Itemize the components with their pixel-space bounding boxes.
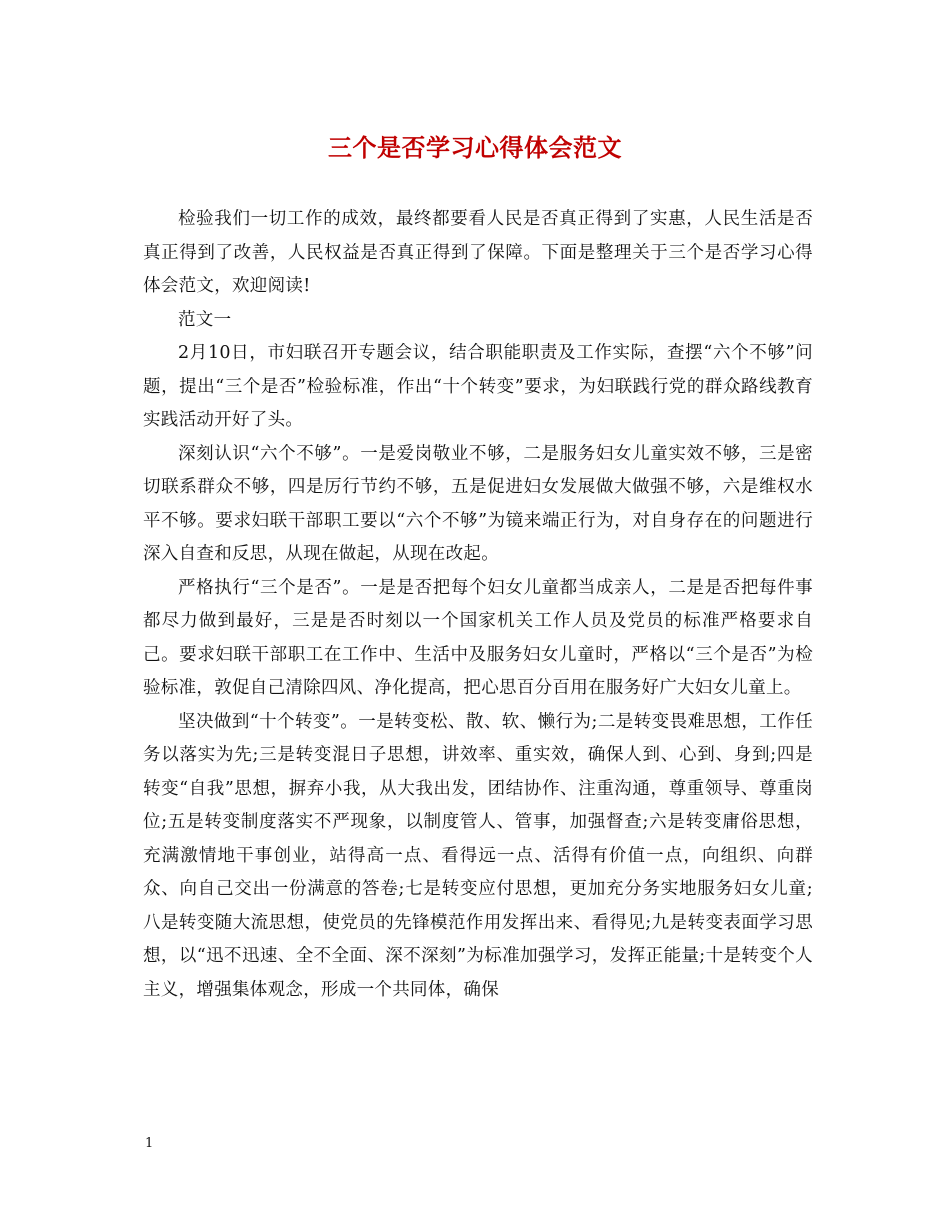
- body-paragraph: 严格执行“三个是否”。一是是否把每个妇女儿童都当成亲人，二是是否把每件事都尽力做到最好，三是是否时刻以一个国家机关工作人员及党员的标准严格要求自己。要求妇联干部职工在工作中、生活中及服务妇女儿童时，严格以“三个是否”为检验标准，敦促自己清除四风、净化提高，把心思百分百用在服务好广大妇女儿童上。: [143, 577, 813, 698]
- intro-paragraph: 检验我们一切工作的成效，最终都要看人民是否真正得到了实惠，人民生活是否真正得到了改善，人民权益是否真正得到了保障。下面是整理关于三个是否学习心得体会范文，欢迎阅读!: [143, 209, 813, 296]
- body-paragraph: 坚决做到“十个转变”。一是转变松、散、软、懒行为;二是转变畏难思想，工作任务以落实为先;三是转变混日子思想，讲效率、重实效，确保人到、心到、身到;四是转变“自我”思想，摒弃小我，从大我出发，团结协作、注重沟通，尊重领导、尊重岗位;五是转变制度落实不严现象，以制度管人、管事，加强督查;六是转变庸俗思想，充满激情地干事创业，站得高一点、看得远一点、活得有价值一点，向组织、向群众、向自己交出一份满意的答卷;七是转变应付思想，更加充分务实地服务妇女儿童;八是转变随大流思想，使党员的先锋模范作用发挥出来、看得见;九是转变表面学习思想，以“迅不迅速、全不全面、深不深刻”为标准加强学习，发挥正能量;十是转变个人主义，增强集体观念，形成一个共同体，确保: [143, 711, 813, 1000]
- document-body: [143, 203, 813, 1007]
- body-paragraph: 深刻认识“六个不够”。一是爱岗敬业不够，二是服务妇女儿童实效不够，三是密切联系群众不够，四是厉行节约不够，五是促进妇女发展做大做强不够，六是维权水平不够。要求妇联干部职工要以“六个不够”为镜来端正行为，对自身存在的问题进行深入自查和反思，从现在做起，从现在改起。: [143, 443, 813, 564]
- document-title: 三个是否学习心得体会范文: [328, 133, 622, 162]
- page-number: 1: [145, 1136, 154, 1151]
- section-heading-sample-one: 范文一: [178, 309, 232, 330]
- body-paragraph: 2月10日，市妇联召开专题会议，结合职能职责及工作实际，查摆“六个不够”问题，提出“三个是否”检验标准，作出“十个转变”要求，为妇联践行党的群众路线教育实践活动开好了头。: [143, 343, 813, 430]
